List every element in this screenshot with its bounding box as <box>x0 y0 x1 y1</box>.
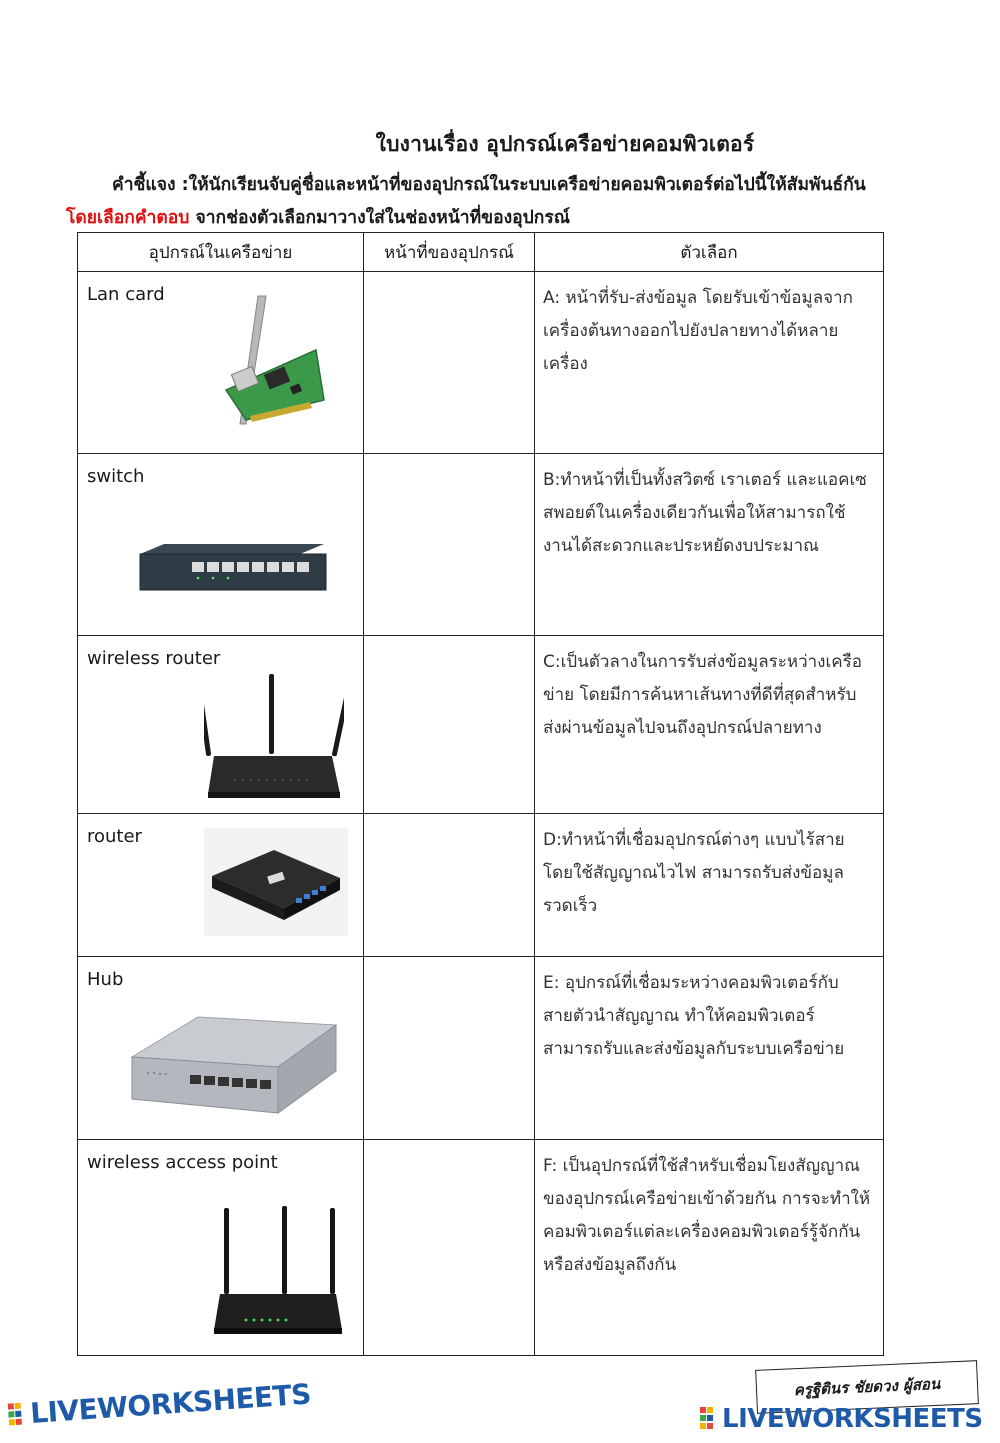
device-cell <box>78 636 364 814</box>
router-image <box>204 828 348 936</box>
option-cell <box>535 454 884 636</box>
instruction-highlight: โดยเลือกคำตอบ <box>66 208 190 228</box>
answer-cell[interactable] <box>364 1140 535 1356</box>
device-name: wireless access point <box>87 1152 278 1173</box>
table-row <box>78 454 884 636</box>
teacher-signature: ครูฐิตินร ชัยดวง ผู้สอน <box>755 1360 979 1414</box>
option-text: A: หน้าที่รับ-ส่งข้อมูล โดยรับเข้าข้อมูลจากเครื่องต้นทางออกไปยังปลายทางได้หลายเครื่อง <box>543 288 853 374</box>
instruction-line-2 <box>66 203 570 231</box>
option-text: C:เป็นตัวลางในการรับส่งข้อมูลระหว่างเครือข่าย โดยมีการค้นหาเส้นทางที่ดีที่สุดสำหรับส่งผ่านข้อมูลไปจนถึงอุปกรณ์ปลายทาง <box>543 652 862 738</box>
option-cell <box>535 1140 884 1356</box>
answer-cell[interactable] <box>364 636 535 814</box>
option-text: E: อุปกรณ์ที่เชื่อมระหว่างคอมพิวเตอร์กับสายตัวนำสัญญาณ ทำให้คอมพิวเตอร์สามารถรับและส่งข้อมูลกับระบบเครือข่าย <box>543 973 845 1059</box>
device-cell <box>78 814 364 957</box>
table-row <box>78 814 884 957</box>
device-cell <box>78 272 364 454</box>
instruction-line-1: คำชี้แจง :ให้นักเรียนจับคู่ชื่อและหน้าที่ของอุปกรณ์ในระบบเครือข่ายคอมพิวเตอร์ต่อไปนี้ให้สัมพันธ์กัน <box>112 175 866 195</box>
device-name: wireless router <box>87 648 221 669</box>
device-cell <box>78 454 364 636</box>
logo-text: LIVEWORKSHEETS <box>722 1404 983 1434</box>
option-cell <box>535 814 884 957</box>
table-row <box>78 272 884 454</box>
device-cell <box>78 1140 364 1356</box>
answer-cell[interactable] <box>364 272 535 454</box>
instruction-rest: จากช่องตัวเลือกมาวางใส่ในช่องหน้าที่ของอุปกรณ์ <box>189 208 571 228</box>
lan-card-image <box>206 290 326 430</box>
device-name: Hub <box>87 969 124 990</box>
device-name: switch <box>87 466 145 487</box>
wireless-access-point-image <box>212 1206 344 1344</box>
option-text: F: เป็นอุปกรณ์ที่ใช้สำหรับเชื่อมโยงสัญญาณของอุปกรณ์เครือข่ายเข้าด้วยกัน การจะทำให้คอมพิวเตอร์แต่ละเครื่องคอมพิวเตอร์รู้จักกัน หรือส่งข้อมูลถึงกัน <box>543 1156 871 1275</box>
answer-cell[interactable] <box>364 957 535 1140</box>
header-options: ตัวเลือก <box>535 233 884 272</box>
table-header-row <box>78 233 884 272</box>
table-row <box>78 957 884 1140</box>
answer-cell[interactable] <box>364 814 535 957</box>
worksheet-title: ใบงานเรื่อง อุปกรณ์เครือข่ายคอมพิวเตอร์ <box>375 132 755 156</box>
matching-table <box>77 232 884 1356</box>
liveworksheets-mark-icon <box>8 1402 32 1429</box>
answer-cell[interactable] <box>364 454 535 636</box>
option-cell <box>535 272 884 454</box>
header-device: อุปกรณ์ในเครือข่าย <box>78 233 364 272</box>
device-cell <box>78 957 364 1140</box>
liveworksheets-logo-right[interactable] <box>700 1404 983 1434</box>
switch-image <box>134 540 330 596</box>
table-row <box>78 636 884 814</box>
header-function: หน้าที่ของอุปกรณ์ <box>364 233 535 272</box>
liveworksheets-mark-icon <box>700 1407 722 1433</box>
logo-text: LIVEWORKSHEETS <box>29 1377 312 1430</box>
wireless-router-image <box>204 674 344 804</box>
option-cell <box>535 957 884 1140</box>
table-row <box>78 1140 884 1356</box>
hub-image <box>128 1013 340 1119</box>
device-name: router <box>87 826 142 847</box>
option-text: B:ทำหน้าที่เป็นทั้งสวิตซ์ เราเตอร์ และแอคเซสพอยต์ในเครื่องเดียวกันเพื่อให้สามารถใช้งานได้สะดวกและประหยัดงบประมาณ <box>543 470 867 556</box>
device-name: Lan card <box>87 284 165 305</box>
option-cell <box>535 636 884 814</box>
liveworksheets-logo-left[interactable] <box>7 1377 312 1431</box>
option-text: D:ทำหน้าที่เชื่อมอุปกรณ์ต่างๆ แบบไร้สายโดยใช้สัญญาณไวไฟ สามารถรับส่งข้อมูลรวดเร็ว <box>543 830 845 916</box>
